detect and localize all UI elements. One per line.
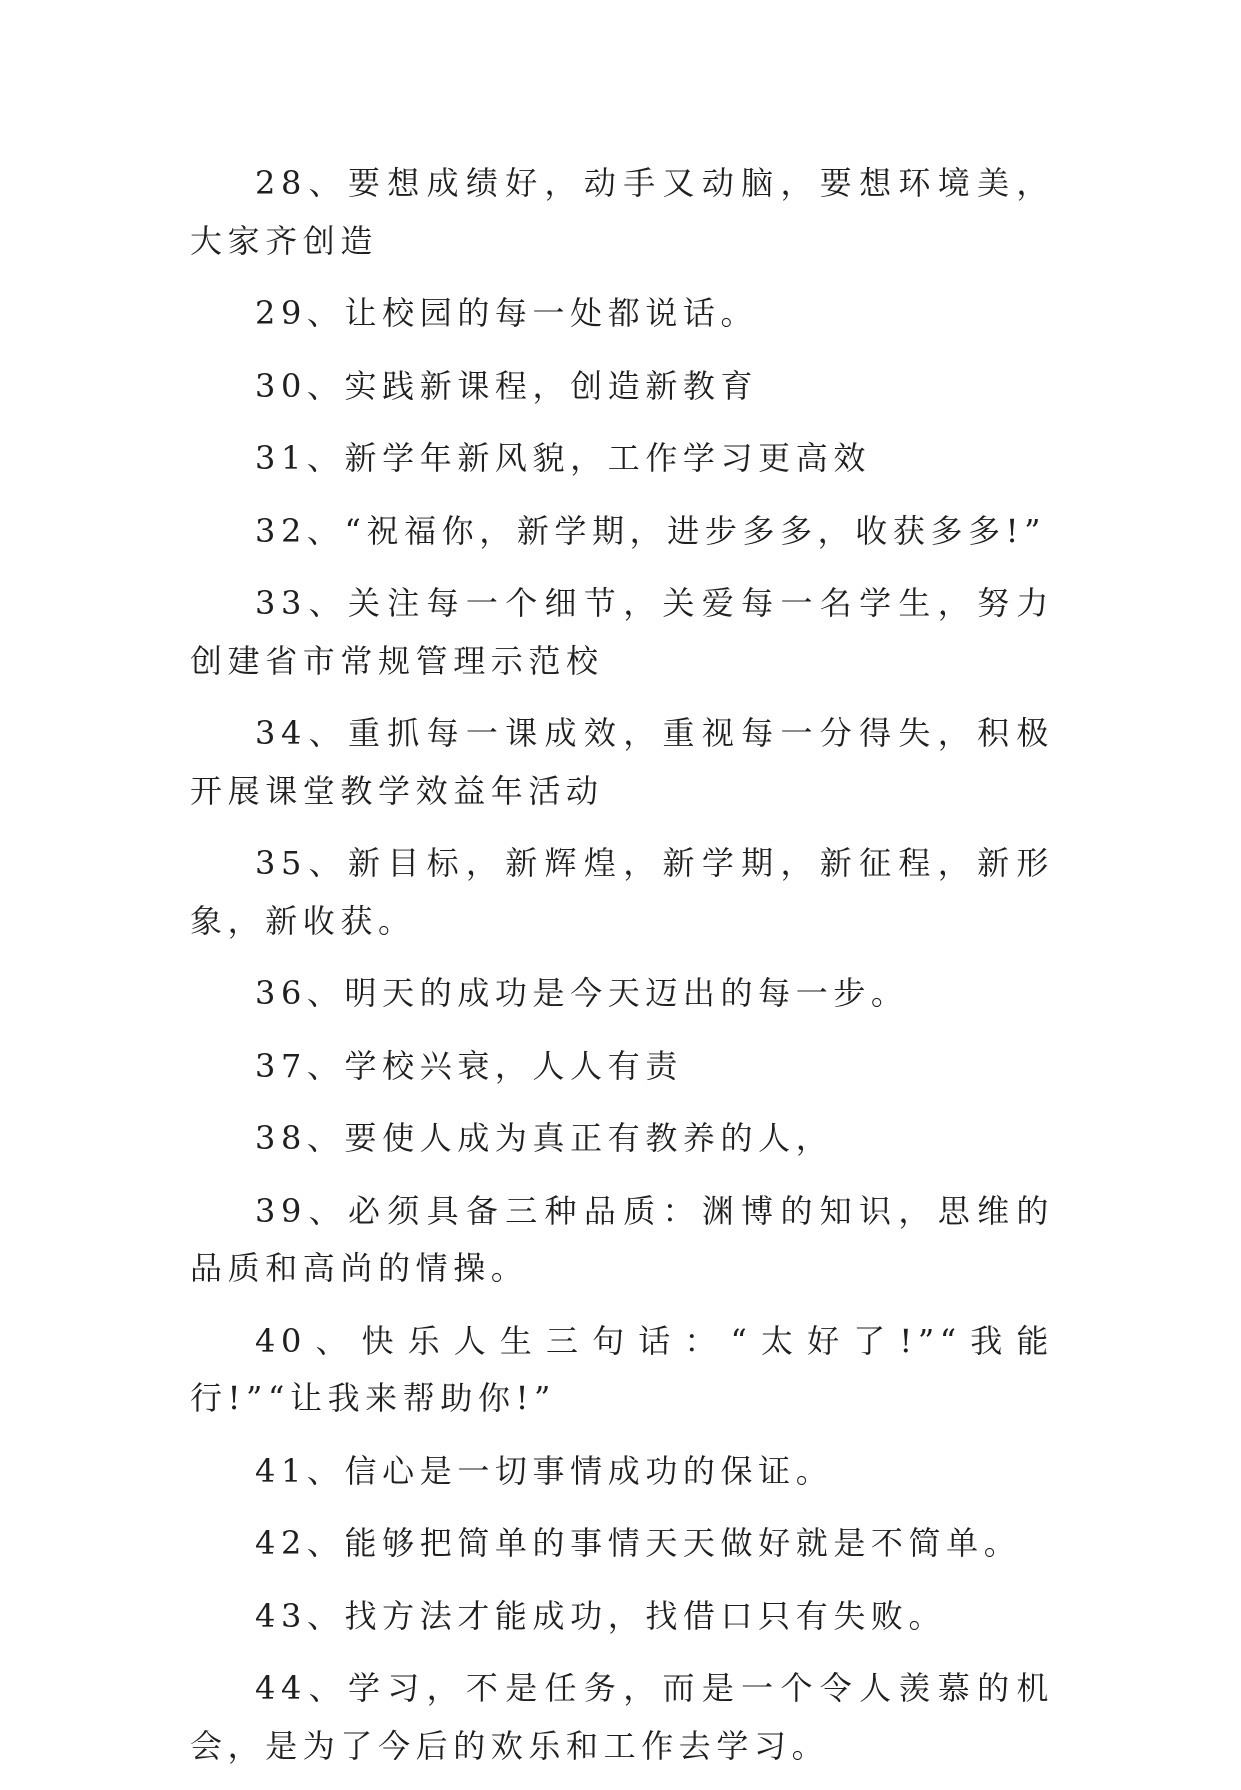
slogan-paragraph: 28、要想成绩好，动手又动脑，要想环境美，大家齐创造 (190, 164, 1054, 260)
slogan-paragraph: 30、实践新课程，创造新教育 (255, 366, 759, 405)
slogan-paragraph: 37、学校兴衰，人人有责 (255, 1046, 683, 1085)
slogan-paragraph: 34、重抓每一课成效，重视每一分得失，积极开展课堂教学效益年活动 (190, 714, 1054, 810)
slogan-paragraph: 38、要使人成为真正有教养的人， (255, 1119, 834, 1158)
slogan-paragraph: 39、必须具备三种品质：渊博的知识，思维的品质和高尚的情操。 (190, 1191, 1054, 1288)
slogan-paragraph: 36、明天的成功是今天迈出的每一步。 (255, 974, 909, 1013)
slogan-paragraph: 43、找方法才能成功，找借口只有失败。 (255, 1596, 947, 1635)
document-body (190, 155, 1054, 1790)
slogan-paragraph: 33、关注每一个细节，关爱每一名学生，努力创建省市常规管理示范校 (190, 584, 1054, 680)
slogan-paragraph: 29、让校园的每一处都说话。 (255, 294, 759, 333)
slogan-paragraph: 44、学习，不是任务，而是一个令人羡慕的机会，是为了今后的欢乐和工作去学习。 (190, 1669, 1054, 1765)
slogan-paragraph: 31、新学年新风貌，工作学习更高效 (255, 439, 871, 478)
slogan-paragraph: 40、快乐人生三句话：“太好了!”“我能行!”“让我来帮助你!” (190, 1321, 1054, 1418)
slogan-paragraph: 41、信心是一切事情成功的保证。 (255, 1451, 834, 1490)
slogan-paragraph: 42、能够把简单的事情天天做好就是不简单。 (255, 1524, 1022, 1563)
slogan-paragraph: 32、“祝福你，新学期，进步多多，收获多多!” (255, 511, 1047, 550)
slogan-paragraph: 35、新目标，新辉煌，新学期，新征程，新形象，新收获。 (190, 844, 1054, 940)
